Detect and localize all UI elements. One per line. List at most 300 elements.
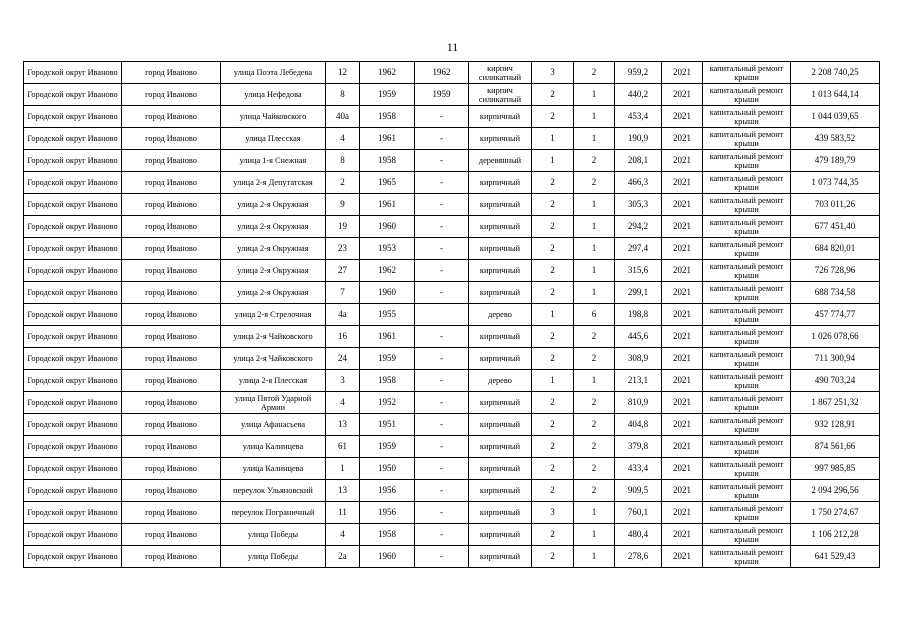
wall-material-cell: кирпичный <box>469 172 532 194</box>
entrances-cell: 1 <box>574 524 615 546</box>
year-built-cell: 1958 <box>360 150 415 172</box>
street-cell: переулок Ульяновский <box>221 480 326 502</box>
cost-cell: 684 820,01 <box>791 238 880 260</box>
street-cell: улица Поэта Лебедева <box>221 62 326 84</box>
table-row <box>24 172 880 194</box>
wall-material-cell: деревянный <box>469 150 532 172</box>
wall-material-cell: кирпичный <box>469 216 532 238</box>
city-cell: город Иваново <box>122 370 221 392</box>
house-number-cell: 1 <box>326 458 360 480</box>
floors-cell: 3 <box>532 502 574 524</box>
area-cell: 433,4 <box>615 458 662 480</box>
house-number-cell: 8 <box>326 84 360 106</box>
street-cell: улица 2-я Чайковского <box>221 348 326 370</box>
street-cell: улица 2-я Окружная <box>221 216 326 238</box>
floors-cell: 2 <box>532 260 574 282</box>
table-row <box>24 546 880 568</box>
plan-year-cell: 2021 <box>662 194 703 216</box>
table-row <box>24 524 880 546</box>
entrances-cell: 2 <box>574 62 615 84</box>
cost-cell: 439 583,52 <box>791 128 880 150</box>
area-cell: 294,2 <box>615 216 662 238</box>
work-type-cell: капитальный ремонт крыши <box>703 502 791 524</box>
year-built-cell: 1953 <box>360 238 415 260</box>
wall-material-cell: кирпичный <box>469 260 532 282</box>
entrances-cell: 2 <box>574 436 615 458</box>
cost-cell: 874 561,66 <box>791 436 880 458</box>
street-cell: переулок Пограничный <box>221 502 326 524</box>
work-type-cell: капитальный ремонт крыши <box>703 436 791 458</box>
floors-cell: 2 <box>532 84 574 106</box>
table-row <box>24 194 880 216</box>
year-reconstruction-cell: 1959 <box>415 84 469 106</box>
year-reconstruction-cell: - <box>415 282 469 304</box>
year-built-cell: 1961 <box>360 326 415 348</box>
city-cell: город Иваново <box>122 326 221 348</box>
year-built-cell: 1952 <box>360 392 415 414</box>
table-row <box>24 62 880 84</box>
year-reconstruction-cell: - <box>415 106 469 128</box>
year-built-cell: 1951 <box>360 414 415 436</box>
city-cell: город Иваново <box>122 348 221 370</box>
floors-cell: 2 <box>532 392 574 414</box>
okrug-cell: Городской округ Иваново <box>24 502 122 524</box>
city-cell: город Иваново <box>122 216 221 238</box>
floors-cell: 2 <box>532 106 574 128</box>
house-number-cell: 16 <box>326 326 360 348</box>
area-cell: 213,1 <box>615 370 662 392</box>
year-reconstruction-cell: - <box>415 150 469 172</box>
year-built-cell: 1955 <box>360 304 415 326</box>
year-built-cell: 1960 <box>360 282 415 304</box>
table-row <box>24 150 880 172</box>
wall-material-cell: кирпичный <box>469 326 532 348</box>
wall-material-cell: кирпичный <box>469 282 532 304</box>
table-row <box>24 414 880 436</box>
year-reconstruction-cell <box>415 304 469 326</box>
plan-year-cell: 2021 <box>662 326 703 348</box>
table-row <box>24 304 880 326</box>
area-cell: 315,6 <box>615 260 662 282</box>
work-type-cell: капитальный ремонт крыши <box>703 546 791 568</box>
work-type-cell: капитальный ремонт крыши <box>703 348 791 370</box>
year-reconstruction-cell: - <box>415 502 469 524</box>
work-type-cell: капитальный ремонт крыши <box>703 524 791 546</box>
okrug-cell: Городской округ Иваново <box>24 260 122 282</box>
wall-material-cell: кирпичный <box>469 128 532 150</box>
okrug-cell: Городской округ Иваново <box>24 62 122 84</box>
street-cell: улица Нефедова <box>221 84 326 106</box>
table-row <box>24 326 880 348</box>
table-row <box>24 238 880 260</box>
work-type-cell: капитальный ремонт крыши <box>703 106 791 128</box>
year-reconstruction-cell: - <box>415 436 469 458</box>
year-reconstruction-cell: - <box>415 370 469 392</box>
floors-cell: 1 <box>532 150 574 172</box>
plan-year-cell: 2021 <box>662 150 703 172</box>
year-built-cell: 1962 <box>360 260 415 282</box>
floors-cell: 2 <box>532 194 574 216</box>
wall-material-cell: кирпичный <box>469 502 532 524</box>
okrug-cell: Городской округ Иваново <box>24 194 122 216</box>
entrances-cell: 2 <box>574 414 615 436</box>
year-reconstruction-cell: - <box>415 238 469 260</box>
plan-year-cell: 2021 <box>662 216 703 238</box>
year-reconstruction-cell: - <box>415 348 469 370</box>
floors-cell: 2 <box>532 414 574 436</box>
work-type-cell: капитальный ремонт крыши <box>703 392 791 414</box>
year-built-cell: 1961 <box>360 128 415 150</box>
wall-material-cell: дерево <box>469 370 532 392</box>
city-cell: город Иваново <box>122 524 221 546</box>
street-cell: улица Пятой Ударной Армии <box>221 392 326 414</box>
wall-material-cell: кирпичный <box>469 194 532 216</box>
floors-cell: 2 <box>532 458 574 480</box>
work-type-cell: капитальный ремонт крыши <box>703 84 791 106</box>
entrances-cell: 2 <box>574 480 615 502</box>
year-built-cell: 1959 <box>360 84 415 106</box>
house-number-cell: 11 <box>326 502 360 524</box>
cost-cell: 479 189,79 <box>791 150 880 172</box>
street-cell: улица 2-я Окружная <box>221 260 326 282</box>
street-cell: улица Афанасьева <box>221 414 326 436</box>
okrug-cell: Городской округ Иваново <box>24 414 122 436</box>
entrances-cell: 2 <box>574 172 615 194</box>
year-built-cell: 1965 <box>360 172 415 194</box>
street-cell: улица 1-я Снежная <box>221 150 326 172</box>
floors-cell: 2 <box>532 238 574 260</box>
work-type-cell: капитальный ремонт крыши <box>703 480 791 502</box>
work-type-cell: капитальный ремонт крыши <box>703 304 791 326</box>
table-row <box>24 392 880 414</box>
plan-year-cell: 2021 <box>662 62 703 84</box>
table-row <box>24 128 880 150</box>
entrances-cell: 1 <box>574 84 615 106</box>
work-type-cell: капитальный ремонт крыши <box>703 172 791 194</box>
cost-cell: 1 073 744,35 <box>791 172 880 194</box>
year-reconstruction-cell: - <box>415 216 469 238</box>
okrug-cell: Городской округ Иваново <box>24 546 122 568</box>
floors-cell: 1 <box>532 304 574 326</box>
area-cell: 404,8 <box>615 414 662 436</box>
cost-cell: 2 094 296,56 <box>791 480 880 502</box>
year-reconstruction-cell: - <box>415 260 469 282</box>
plan-year-cell: 2021 <box>662 260 703 282</box>
year-reconstruction-cell: - <box>415 546 469 568</box>
house-number-cell: 13 <box>326 414 360 436</box>
entrances-cell: 1 <box>574 128 615 150</box>
floors-cell: 2 <box>532 282 574 304</box>
plan-year-cell: 2021 <box>662 348 703 370</box>
year-built-cell: 1950 <box>360 458 415 480</box>
table-row <box>24 480 880 502</box>
house-number-cell: 27 <box>326 260 360 282</box>
work-type-cell: капитальный ремонт крыши <box>703 150 791 172</box>
cost-cell: 726 728,96 <box>791 260 880 282</box>
work-type-cell: капитальный ремонт крыши <box>703 458 791 480</box>
area-cell: 208,1 <box>615 150 662 172</box>
street-cell: улица 2-я Депутатская <box>221 172 326 194</box>
area-cell: 480,4 <box>615 524 662 546</box>
entrances-cell: 1 <box>574 282 615 304</box>
wall-material-cell: кирпич силикатный <box>469 84 532 106</box>
street-cell: улица 2-я Стрелочная <box>221 304 326 326</box>
area-cell: 297,4 <box>615 238 662 260</box>
okrug-cell: Городской округ Иваново <box>24 370 122 392</box>
year-reconstruction-cell: - <box>415 172 469 194</box>
street-cell: улица 2-я Окружная <box>221 282 326 304</box>
wall-material-cell: кирпичный <box>469 436 532 458</box>
street-cell: улица 2-я Плесская <box>221 370 326 392</box>
entrances-cell: 2 <box>574 348 615 370</box>
cost-cell: 677 451,40 <box>791 216 880 238</box>
okrug-cell: Городской округ Иваново <box>24 238 122 260</box>
year-reconstruction-cell: - <box>415 194 469 216</box>
house-number-cell: 4 <box>326 524 360 546</box>
entrances-cell: 2 <box>574 392 615 414</box>
cost-cell: 2 208 740,25 <box>791 62 880 84</box>
city-cell: город Иваново <box>122 282 221 304</box>
plan-year-cell: 2021 <box>662 238 703 260</box>
okrug-cell: Городской округ Иваново <box>24 480 122 502</box>
plan-year-cell: 2021 <box>662 106 703 128</box>
street-cell: улица Калинцева <box>221 458 326 480</box>
house-number-cell: 61 <box>326 436 360 458</box>
year-built-cell: 1956 <box>360 480 415 502</box>
street-cell: улица 2-я Окружная <box>221 194 326 216</box>
work-type-cell: капитальный ремонт крыши <box>703 370 791 392</box>
table-row <box>24 502 880 524</box>
work-type-cell: капитальный ремонт крыши <box>703 216 791 238</box>
cost-cell: 490 703,24 <box>791 370 880 392</box>
wall-material-cell: кирпичный <box>469 524 532 546</box>
plan-year-cell: 2021 <box>662 282 703 304</box>
year-built-cell: 1958 <box>360 524 415 546</box>
house-number-cell: 4 <box>326 128 360 150</box>
table-row <box>24 216 880 238</box>
city-cell: город Иваново <box>122 458 221 480</box>
plan-year-cell: 2021 <box>662 546 703 568</box>
table-row <box>24 282 880 304</box>
plan-year-cell: 2021 <box>662 128 703 150</box>
city-cell: город Иваново <box>122 414 221 436</box>
cost-cell: 997 985,85 <box>791 458 880 480</box>
floors-cell: 1 <box>532 128 574 150</box>
entrances-cell: 1 <box>574 194 615 216</box>
okrug-cell: Городской округ Иваново <box>24 150 122 172</box>
house-number-cell: 40а <box>326 106 360 128</box>
wall-material-cell: кирпичный <box>469 106 532 128</box>
city-cell: город Иваново <box>122 238 221 260</box>
house-number-cell: 7 <box>326 282 360 304</box>
okrug-cell: Городской округ Иваново <box>24 216 122 238</box>
plan-year-cell: 2021 <box>662 458 703 480</box>
house-number-cell: 3 <box>326 370 360 392</box>
year-built-cell: 1956 <box>360 502 415 524</box>
work-type-cell: капитальный ремонт крыши <box>703 62 791 84</box>
street-cell: улица Калинцева <box>221 436 326 458</box>
plan-year-cell: 2021 <box>662 370 703 392</box>
area-cell: 909,5 <box>615 480 662 502</box>
table-row <box>24 458 880 480</box>
wall-material-cell: кирпичный <box>469 414 532 436</box>
floors-cell: 2 <box>532 216 574 238</box>
plan-year-cell: 2021 <box>662 304 703 326</box>
street-cell: улица 2-я Окружная <box>221 238 326 260</box>
street-cell: улица Победы <box>221 524 326 546</box>
plan-year-cell: 2021 <box>662 524 703 546</box>
okrug-cell: Городской округ Иваново <box>24 304 122 326</box>
entrances-cell: 1 <box>574 546 615 568</box>
area-cell: 440,2 <box>615 84 662 106</box>
work-type-cell: капитальный ремонт крыши <box>703 326 791 348</box>
okrug-cell: Городской округ Иваново <box>24 128 122 150</box>
area-cell: 760,1 <box>615 502 662 524</box>
table-row <box>24 106 880 128</box>
okrug-cell: Городской округ Иваново <box>24 172 122 194</box>
entrances-cell: 6 <box>574 304 615 326</box>
work-type-cell: капитальный ремонт крыши <box>703 282 791 304</box>
cost-cell: 457 774,77 <box>791 304 880 326</box>
floors-cell: 2 <box>532 524 574 546</box>
year-built-cell: 1962 <box>360 62 415 84</box>
entrances-cell: 1 <box>574 106 615 128</box>
year-built-cell: 1958 <box>360 106 415 128</box>
cost-cell: 1 026 078,66 <box>791 326 880 348</box>
floors-cell: 3 <box>532 62 574 84</box>
city-cell: город Иваново <box>122 62 221 84</box>
entrances-cell: 1 <box>574 502 615 524</box>
cost-cell: 1 750 274,67 <box>791 502 880 524</box>
floors-cell: 2 <box>532 436 574 458</box>
plan-year-cell: 2021 <box>662 172 703 194</box>
floors-cell: 2 <box>532 172 574 194</box>
year-built-cell: 1959 <box>360 436 415 458</box>
plan-year-cell: 2021 <box>662 480 703 502</box>
area-cell: 308,9 <box>615 348 662 370</box>
wall-material-cell: кирпичный <box>469 480 532 502</box>
area-cell: 453,4 <box>615 106 662 128</box>
year-reconstruction-cell: - <box>415 458 469 480</box>
area-cell: 198,8 <box>615 304 662 326</box>
entrances-cell: 1 <box>574 370 615 392</box>
wall-material-cell: кирпичный <box>469 546 532 568</box>
year-reconstruction-cell: - <box>415 480 469 502</box>
house-number-cell: 2 <box>326 172 360 194</box>
table-row <box>24 84 880 106</box>
work-type-cell: капитальный ремонт крыши <box>703 260 791 282</box>
city-cell: город Иваново <box>122 194 221 216</box>
table-row <box>24 348 880 370</box>
wall-material-cell: кирпичный <box>469 392 532 414</box>
cost-cell: 703 011,26 <box>791 194 880 216</box>
year-built-cell: 1958 <box>360 370 415 392</box>
floors-cell: 2 <box>532 546 574 568</box>
cost-cell: 932 128,91 <box>791 414 880 436</box>
entrances-cell: 2 <box>574 458 615 480</box>
area-cell: 959,2 <box>615 62 662 84</box>
year-reconstruction-cell: - <box>415 326 469 348</box>
okrug-cell: Городской округ Иваново <box>24 106 122 128</box>
year-reconstruction-cell: - <box>415 392 469 414</box>
work-type-cell: капитальный ремонт крыши <box>703 414 791 436</box>
page-number: 11 <box>446 40 459 54</box>
area-cell: 299,1 <box>615 282 662 304</box>
work-type-cell: капитальный ремонт крыши <box>703 194 791 216</box>
area-cell: 190,9 <box>615 128 662 150</box>
street-cell: улица 2-я Чайковского <box>221 326 326 348</box>
okrug-cell: Городской округ Иваново <box>24 326 122 348</box>
city-cell: город Иваново <box>122 172 221 194</box>
city-cell: город Иваново <box>122 128 221 150</box>
table-row <box>24 436 880 458</box>
plan-year-cell: 2021 <box>662 392 703 414</box>
wall-material-cell: кирпичный <box>469 238 532 260</box>
okrug-cell: Городской округ Иваново <box>24 524 122 546</box>
table-row <box>24 370 880 392</box>
entrances-cell: 1 <box>574 238 615 260</box>
okrug-cell: Городской округ Иваново <box>24 348 122 370</box>
area-cell: 305,3 <box>615 194 662 216</box>
year-reconstruction-cell: - <box>415 128 469 150</box>
plan-year-cell: 2021 <box>662 502 703 524</box>
house-number-cell: 9 <box>326 194 360 216</box>
house-number-cell: 24 <box>326 348 360 370</box>
city-cell: город Иваново <box>122 260 221 282</box>
wall-material-cell: кирпич силикатный <box>469 62 532 84</box>
city-cell: город Иваново <box>122 304 221 326</box>
plan-year-cell: 2021 <box>662 436 703 458</box>
okrug-cell: Городской округ Иваново <box>24 392 122 414</box>
cost-cell: 1 044 039,65 <box>791 106 880 128</box>
house-number-cell: 19 <box>326 216 360 238</box>
housing-repair-table <box>23 61 880 568</box>
street-cell: улица Победы <box>221 546 326 568</box>
area-cell: 379,8 <box>615 436 662 458</box>
okrug-cell: Городской округ Иваново <box>24 84 122 106</box>
area-cell: 810,9 <box>615 392 662 414</box>
cost-cell: 688 734,58 <box>791 282 880 304</box>
table-body <box>24 62 880 568</box>
entrances-cell: 2 <box>574 150 615 172</box>
wall-material-cell: кирпичный <box>469 348 532 370</box>
area-cell: 278,6 <box>615 546 662 568</box>
year-reconstruction-cell: 1962 <box>415 62 469 84</box>
house-number-cell: 8 <box>326 150 360 172</box>
floors-cell: 2 <box>532 480 574 502</box>
work-type-cell: капитальный ремонт крыши <box>703 128 791 150</box>
year-built-cell: 1959 <box>360 348 415 370</box>
house-number-cell: 13 <box>326 480 360 502</box>
year-reconstruction-cell: - <box>415 414 469 436</box>
year-built-cell: 1961 <box>360 194 415 216</box>
city-cell: город Иваново <box>122 436 221 458</box>
city-cell: город Иваново <box>122 546 221 568</box>
city-cell: город Иваново <box>122 84 221 106</box>
okrug-cell: Городской округ Иваново <box>24 458 122 480</box>
area-cell: 466,3 <box>615 172 662 194</box>
wall-material-cell: дерево <box>469 304 532 326</box>
city-cell: город Иваново <box>122 106 221 128</box>
floors-cell: 2 <box>532 348 574 370</box>
floors-cell: 1 <box>532 370 574 392</box>
year-reconstruction-cell: - <box>415 524 469 546</box>
city-cell: город Иваново <box>122 480 221 502</box>
plan-year-cell: 2021 <box>662 414 703 436</box>
cost-cell: 1 867 251,32 <box>791 392 880 414</box>
street-cell: улица Чайковского <box>221 106 326 128</box>
work-type-cell: капитальный ремонт крыши <box>703 238 791 260</box>
